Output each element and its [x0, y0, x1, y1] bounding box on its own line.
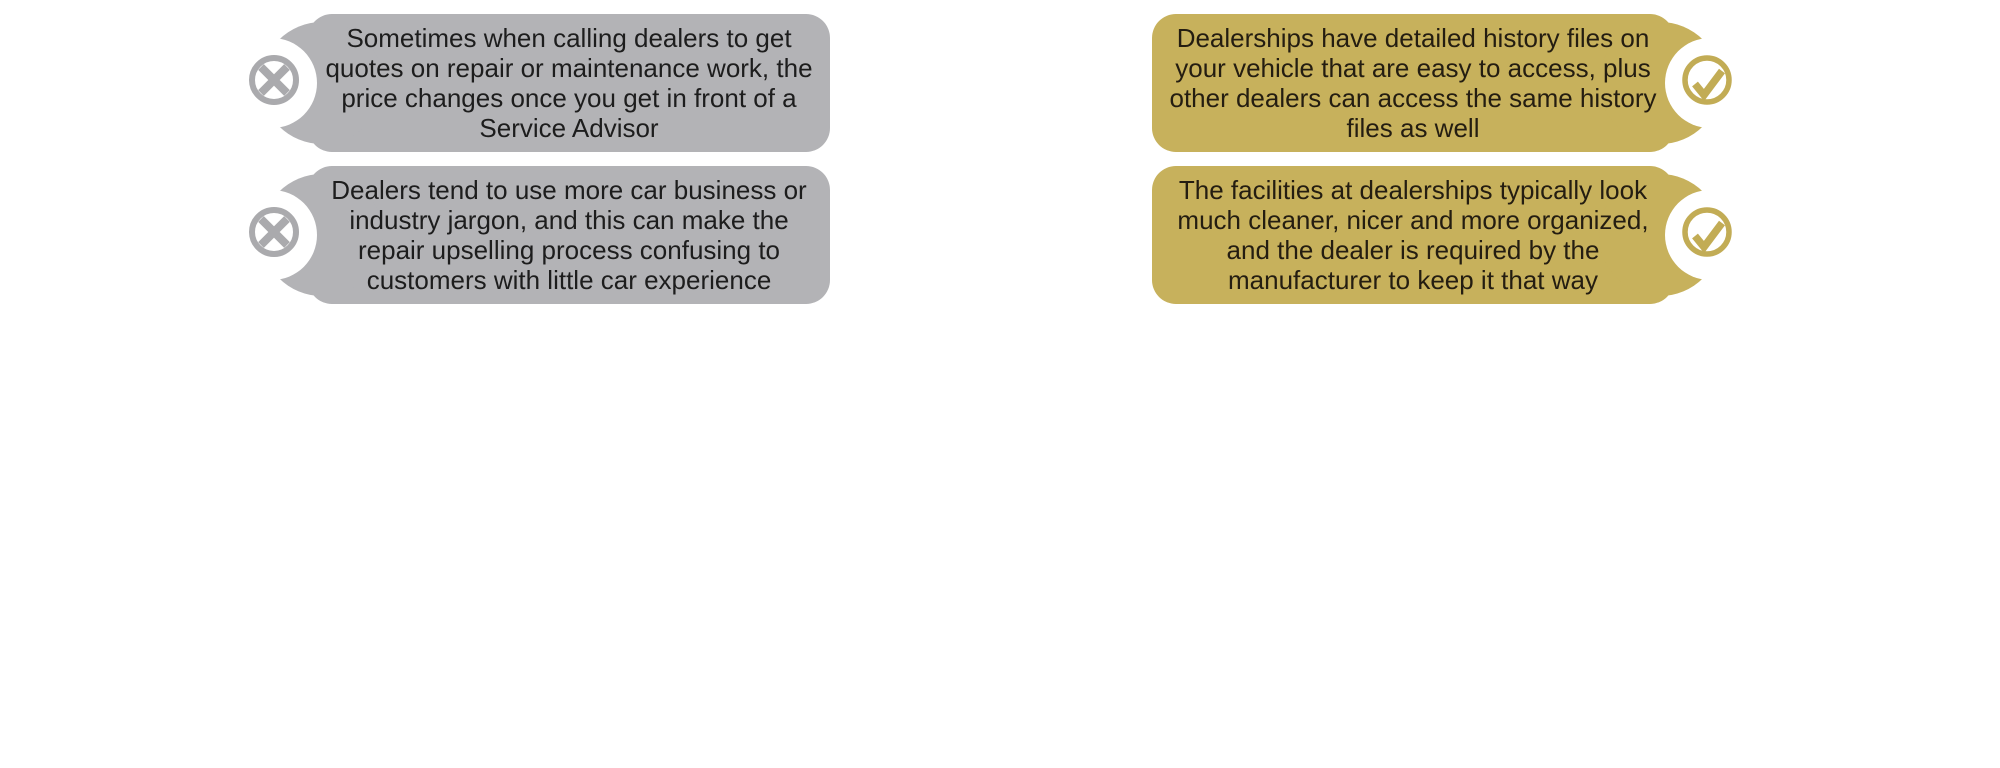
- card-text-line: Sometimes when calling dealers to get: [346, 23, 792, 53]
- con-card-2-text: [318, 166, 820, 304]
- card-text-line: industry jargon, and this can make the: [349, 205, 789, 235]
- con-card-2: [246, 166, 830, 304]
- pro-card-2-text: [1162, 166, 1664, 304]
- card-text-line: much cleaner, nicer and more organized,: [1177, 205, 1649, 235]
- card-text-line: and the dealer is required by the: [1226, 235, 1600, 265]
- pro-card-2: [1152, 166, 1736, 304]
- card-text-line: repair upselling process confusing to: [357, 235, 781, 265]
- card-text-line: manufacturer to keep it that way: [1228, 265, 1598, 295]
- card-text-line: Service Advisor: [479, 113, 659, 143]
- card-text-line: Dealers tend to use more car business or: [331, 175, 807, 205]
- card-text-line: quotes on repair or maintenance work, the: [325, 53, 813, 83]
- card-text-line: The facilities at dealerships typically look: [1178, 175, 1648, 205]
- con-card-1-text: [318, 14, 820, 152]
- card-text-line: Dealerships have detailed history files on: [1176, 23, 1650, 53]
- card-text-line: customers with little car experience: [366, 265, 772, 295]
- card-text-line: price changes once you get in front of a: [341, 83, 797, 113]
- card-text-line: files as well: [1346, 113, 1480, 143]
- card-text-line: your vehicle that are easy to access, plus: [1175, 53, 1651, 83]
- pro-card-1: [1152, 14, 1736, 152]
- pro-card-1-text: [1162, 14, 1664, 152]
- card-text-line: other dealers can access the same history: [1169, 83, 1657, 113]
- con-card-1: [246, 14, 830, 152]
